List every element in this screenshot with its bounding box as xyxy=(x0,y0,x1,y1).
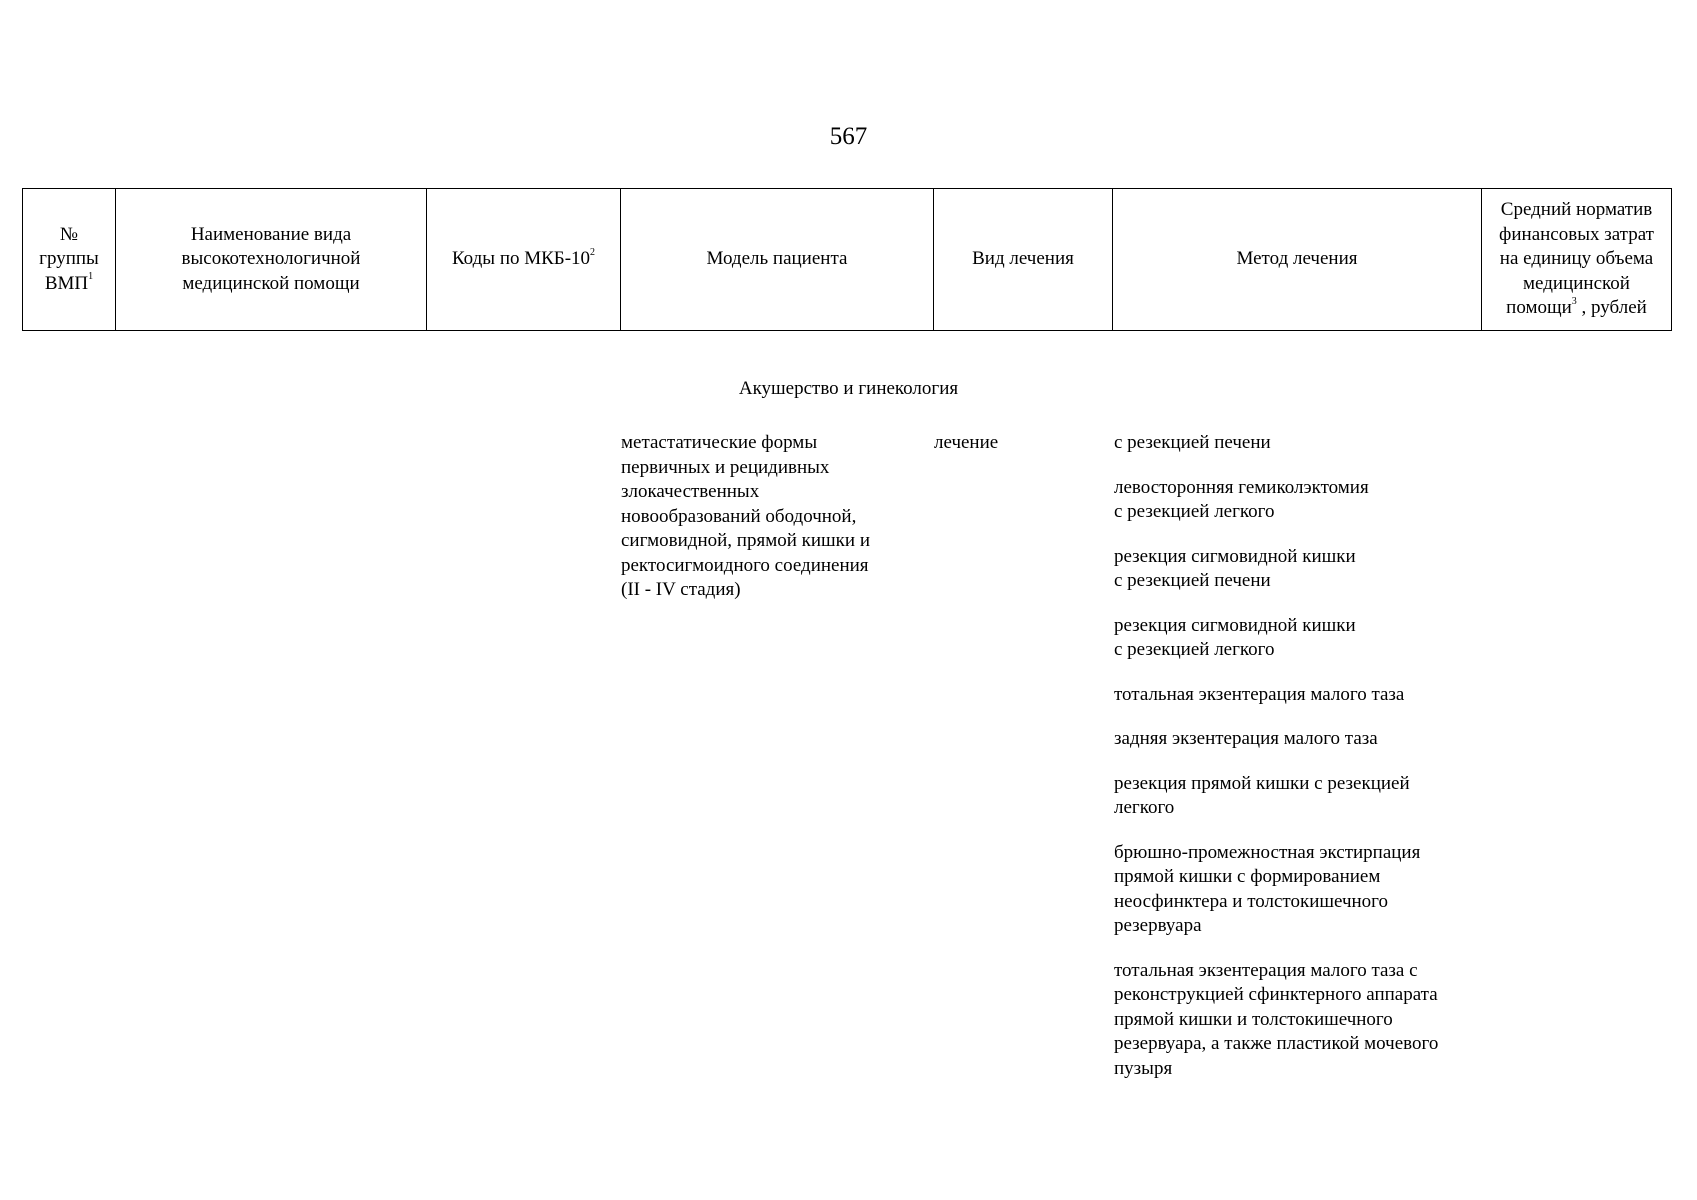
treatment-method-line: резервуара xyxy=(1114,915,1202,936)
footnote-mark: 1 xyxy=(88,271,94,283)
patient-model-line: (II - IV стадия) xyxy=(621,579,741,600)
treatment-method-line: резекция прямой кишки с резекцией xyxy=(1114,772,1410,794)
treatment-method-item xyxy=(1114,727,1474,752)
treatment-type-cell: лечение xyxy=(934,432,999,453)
treatment-method-line: неосфинктера и толстокишечного xyxy=(1114,890,1389,912)
header-icd-codes xyxy=(427,189,621,331)
header-line: медицинской помощи xyxy=(182,272,360,294)
header-line xyxy=(1486,296,1667,321)
treatment-method-line: легкого xyxy=(1114,797,1175,818)
patient-model-line: сигмовидной, прямой кишки и xyxy=(621,530,871,551)
header-text: Метод лечения xyxy=(1236,248,1358,270)
treatment-method-line: с резекцией легкого xyxy=(1114,639,1275,660)
footnote-mark: 3 xyxy=(1571,295,1577,307)
treatment-method-line: левосторонняя гемиколэктомия xyxy=(1114,476,1369,498)
patient-model-line: новообразований ободочной, xyxy=(621,505,857,527)
treatment-method-line: пузыря xyxy=(1114,1057,1173,1079)
header-text: , рублей xyxy=(1576,297,1647,319)
treatment-method-line: тотальная экзентерация малого таза xyxy=(1114,683,1405,705)
treatment-method-line: задняя экзентерация малого таза xyxy=(1114,728,1378,749)
treatment-method-item xyxy=(1114,772,1474,821)
header-line: Средний норматив xyxy=(1500,199,1653,221)
treatment-method-item xyxy=(1114,841,1474,939)
treatment-method-item xyxy=(1114,959,1474,1082)
header-line: медицинской xyxy=(1523,272,1630,294)
header-line: высокотехнологичной xyxy=(181,248,361,270)
header-line: № xyxy=(59,223,79,245)
header-treatment-method xyxy=(1113,189,1482,331)
treatment-method-line: тотальная экзентерация малого таза с xyxy=(1114,959,1418,981)
treatment-method-line: с резекцией легкого xyxy=(1114,501,1275,522)
header-line xyxy=(27,272,111,297)
treatment-method-item xyxy=(1114,614,1474,663)
treatment-method-line: резервуара, а также пластикой мочевого xyxy=(1114,1033,1439,1054)
header-line: на единицу объема xyxy=(1499,248,1654,270)
patient-model-line: ректосигмоидного соединения xyxy=(621,554,869,576)
treatment-method-line: прямой кишки с формированием xyxy=(1114,866,1381,887)
header-table xyxy=(22,188,1672,331)
patient-model-line: первичных и рецидивных xyxy=(621,456,830,478)
header-group-number xyxy=(23,189,116,331)
patient-model-line: метастатические формы xyxy=(621,432,818,453)
header-text: помощи xyxy=(1506,297,1572,319)
header-treatment-type xyxy=(934,189,1113,331)
header-row xyxy=(23,189,1672,331)
header-average-cost xyxy=(1482,189,1672,331)
header-patient-model xyxy=(621,189,934,331)
header-line: финансовых затрат xyxy=(1499,223,1654,245)
treatment-method-item xyxy=(1114,431,1474,456)
header-text: Вид лечения xyxy=(972,248,1074,270)
treatment-method-line: резекция сигмовидной кишки xyxy=(1114,614,1356,636)
footnote-mark: 2 xyxy=(590,246,596,258)
patient-model-cell xyxy=(621,431,909,603)
patient-model-line: злокачественных xyxy=(621,481,760,502)
section-title: Акушерство и гинекология xyxy=(738,378,959,399)
treatment-method-line: прямой кишки и толстокишечного xyxy=(1114,1008,1393,1030)
header-line: Наименование вида xyxy=(190,223,352,245)
treatment-method-line: с резекцией печени xyxy=(1114,432,1271,453)
treatment-method-line: брюшно-промежностная экстирпация xyxy=(1114,841,1421,863)
treatment-method-item xyxy=(1114,476,1474,525)
header-text: ВМП xyxy=(44,272,89,294)
header-text: Модель пациента xyxy=(706,248,848,270)
treatment-method-line: с резекцией печени xyxy=(1114,570,1271,591)
treatment-method-line: резекция сигмовидной кишки xyxy=(1114,545,1356,567)
header-text: Коды по МКБ-10 xyxy=(451,248,591,270)
treatment-methods-list xyxy=(1114,431,1474,1101)
treatment-method-item xyxy=(1114,545,1474,594)
page-number: 567 xyxy=(829,123,868,150)
treatment-method-line: реконструкцией сфинктерного аппарата xyxy=(1114,984,1438,1005)
header-line: группы xyxy=(39,248,99,270)
header-care-type-name xyxy=(116,189,427,331)
treatment-method-item xyxy=(1114,683,1474,708)
